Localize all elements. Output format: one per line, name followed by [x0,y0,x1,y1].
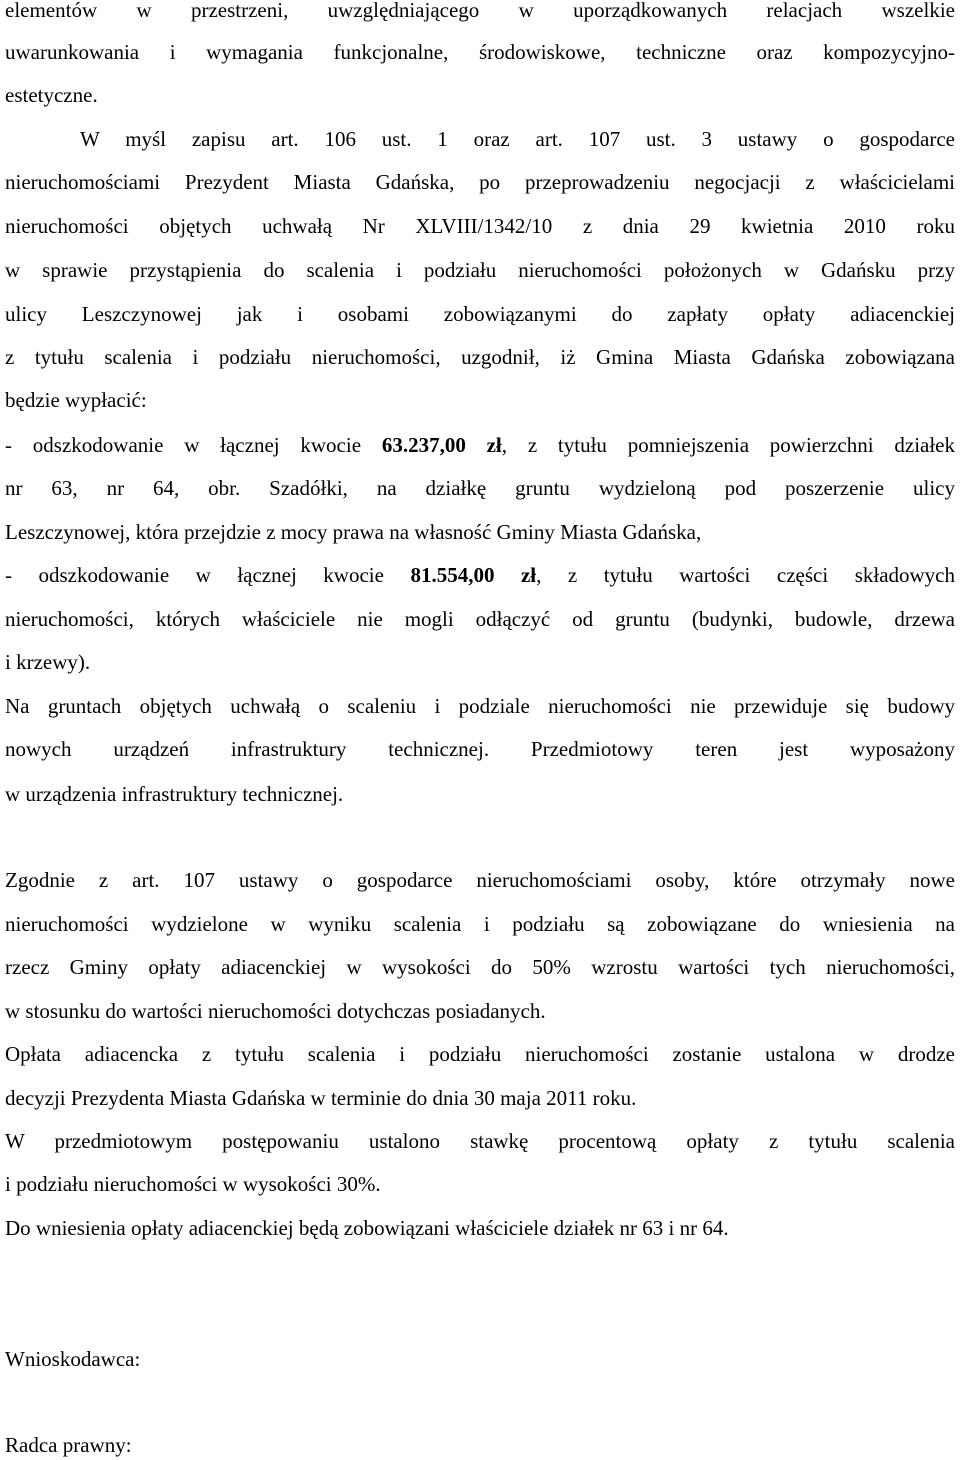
text-line: ulicy Leszczynowej jak i osobami zobowiązanymi do zapłaty opłaty adiacenckiej [5,302,955,326]
text-line: nowych urządzeń infrastruktury technicznej. Przedmiotowy teren jest wyposażony [5,737,955,761]
text-line: i podziału nieruchomości w wysokości 30%. [5,1172,381,1196]
text-line: i krzewy). [5,650,91,674]
text-line: elementów w przestrzeni, uwzględniającego w uporządkowanych relacjach wszelkie [5,0,955,22]
text-line: będzie wypłacić: [5,388,147,412]
text-line: w stosunku do wartości nieruchomości dotychczas posiadanych. [5,999,546,1023]
applicant-label: Wnioskodawca: [5,1347,141,1371]
text-line: nieruchomości, których właściciele nie mogli odłączyć od gruntu (budynki, budowle, drzewa [5,607,955,631]
text-line: rzecz Gminy opłaty adiacenckiej w wysokości do 50% wzrostu wartości tych nieruchomości, [5,955,955,979]
text-line: nieruchomości wydzielone w wyniku scalenia i podziału są zobowiązane do wniesienia na [5,912,955,936]
text-line: Leszczynowej, która przejdzie z mocy prawa na własność Gminy Miasta Gdańska, [5,520,702,544]
compensation-amount-1: 63.237,00 zł [381,433,502,457]
text-line: Opłata adiacencka z tytułu scalenia i podziału nieruchomości zostanie ustalona w drodze [5,1042,955,1066]
text-line: z tytułu scalenia i podziału nieruchomości, uzgodnił, iż Gmina Miasta Gdańska zobowiązana [5,345,955,369]
text-line: Na gruntach objętych uchwałą o scaleniu i podziale nieruchomości nie przewiduje się budowy [5,694,955,718]
text-line: estetyczne. [5,83,98,107]
text-line: nr 63, nr 64, obr. Szadółki, na działkę gruntu wydzieloną pod poszerzenie ulicy [5,476,955,500]
text-line: nieruchomościami Prezydent Miasta Gdańska, po przeprowadzeniu negocjacji z właścicielami [5,170,955,194]
text-line: W myśl zapisu art. 106 ust. 1 oraz art. 107 ust. 3 ustawy o gospodarce [80,127,955,151]
text-line: uwarunkowania i wymagania funkcjonalne, środowiskowe, techniczne oraz kompozycyjno- [5,40,955,64]
compensation-line-1: - odszkodowanie w łącznej kwocie 63.237,00 zł, z tytułu pomniejszenia powierzchni działek [5,433,956,457]
text-line: decyzji Prezydenta Miasta Gdańska w terminie do dnia 30 maja 2011 roku. [5,1086,637,1110]
text-line: Do wniesienia opłaty adiacenckiej będą zobowiązani właściciele działek nr 63 i nr 64. [5,1216,729,1240]
text-line: nieruchomości objętych uchwałą Nr XLVIII/1342/10 z dnia 29 kwietnia 2010 roku [5,214,955,238]
text-line: W przedmiotowym postępowaniu ustalono stawkę procentową opłaty z tytułu scalenia [5,1129,955,1153]
text-line: Zgodnie z art. 107 ustawy o gospodarce nieruchomościami osoby, które otrzymały nowe [5,868,955,892]
legal-counsel-label: Radca prawny: [5,1433,132,1457]
compensation-line-2: - odszkodowanie w łącznej kwocie 81.554,00 zł, z tytułu wartości części składowych [5,563,956,587]
text-line: w sprawie przystąpienia do scalenia i podziału nieruchomości położonych w Gdańsku przy [5,258,955,282]
text-line: w urządzenia infrastruktury technicznej. [5,782,344,806]
compensation-amount-2: 81.554,00 zł [410,563,537,587]
